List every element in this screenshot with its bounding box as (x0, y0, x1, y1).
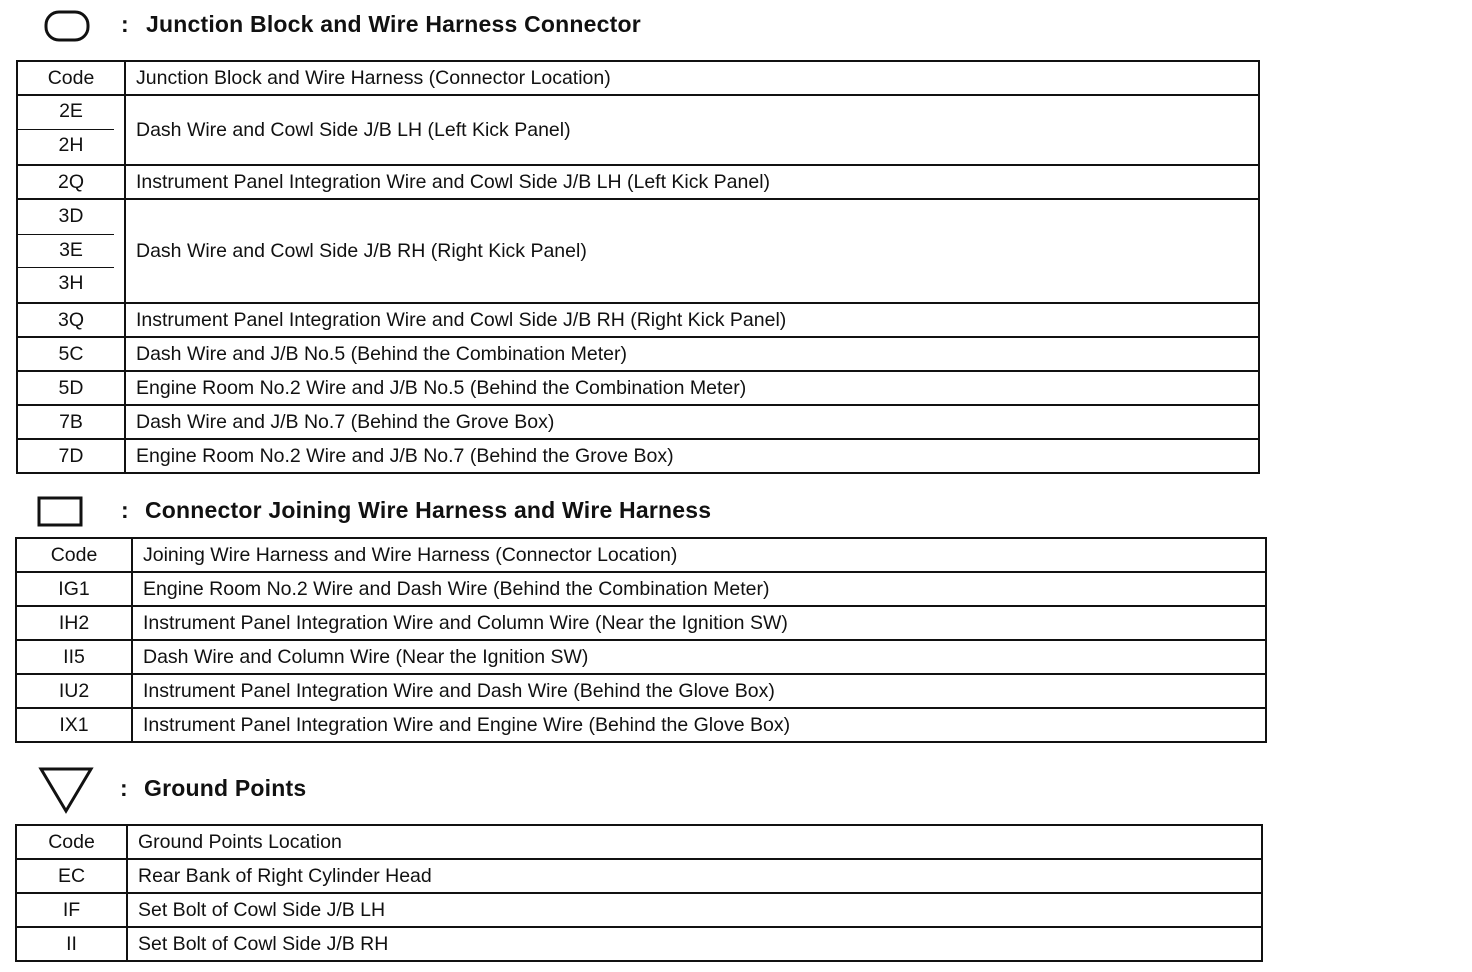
description-cell: Engine Room No.2 Wire and Dash Wire (Behind the Combination Meter) (132, 572, 1266, 606)
table-header-row (17, 61, 1259, 95)
header-code: Code (16, 538, 132, 572)
table-row (16, 893, 1262, 927)
code-cell: 5D (17, 371, 125, 405)
code-cell: 2Q (17, 165, 125, 199)
code-label: 3E (59, 239, 83, 261)
code-cell: IH2 (16, 606, 132, 640)
header-description: Junction Block and Wire Harness (Connector Location) (125, 61, 1259, 95)
section-colon: : (121, 497, 129, 523)
description-cell: Dash Wire and J/B No.5 (Behind the Combination Meter) (125, 337, 1259, 371)
table-row (16, 572, 1266, 606)
square-icon (37, 496, 83, 533)
section-colon: : (121, 11, 129, 37)
description-cell: Engine Room No.2 Wire and J/B No.5 (Behind the Combination Meter) (125, 371, 1259, 405)
code-cell: 3Q (17, 303, 125, 337)
code-cell: IF (16, 893, 127, 927)
description-cell: Dash Wire and Column Wire (Near the Ignition SW) (132, 640, 1266, 674)
code-label: 2H (58, 134, 84, 156)
header-description: Ground Points Location (127, 825, 1262, 859)
description-cell: Instrument Panel Integration Wire and Engine Wire (Behind the Glove Box) (132, 708, 1266, 742)
description-cell: Instrument Panel Integration Wire and Cowl Side J/B RH (Right Kick Panel) (125, 303, 1259, 337)
description-cell: Dash Wire and J/B No.7 (Behind the Grove Box) (125, 405, 1259, 439)
code-cell: II (16, 927, 127, 961)
description-cell: Instrument Panel Integration Wire and Column Wire (Near the Ignition SW) (132, 606, 1266, 640)
code-cell: IG1 (16, 572, 132, 606)
divider (18, 267, 114, 268)
table-row (16, 674, 1266, 708)
code-cell: 5C (17, 337, 125, 371)
code-cell: IU2 (16, 674, 132, 708)
ground-points-table (15, 824, 1263, 962)
code-cell: 7D (17, 439, 125, 473)
code-label: 2E (59, 100, 83, 122)
description-cell: Dash Wire and Cowl Side J/B LH (Left Kick Panel) (125, 95, 1259, 165)
section-title: Connector Joining Wire Harness and Wire Harness (145, 497, 712, 523)
table-row (16, 708, 1266, 742)
description-cell: Engine Room No.2 Wire and J/B No.7 (Behind the Grove Box) (125, 439, 1259, 473)
description-cell: Rear Bank of Right Cylinder Head (127, 859, 1262, 893)
section-title: Ground Points (144, 775, 307, 801)
code-cell (17, 95, 125, 165)
table-row (17, 439, 1259, 473)
table-row (17, 199, 1259, 303)
table-header-row (16, 538, 1266, 572)
code-cell: 7B (17, 405, 125, 439)
table-row (17, 371, 1259, 405)
header-description: Joining Wire Harness and Wire Harness (Connector Location) (132, 538, 1266, 572)
description-cell: Instrument Panel Integration Wire and Dash Wire (Behind the Glove Box) (132, 674, 1266, 708)
junction-block-table (16, 60, 1260, 474)
description-cell: Set Bolt of Cowl Side J/B RH (127, 927, 1262, 961)
code-cell: II5 (16, 640, 132, 674)
table-row (17, 165, 1259, 199)
section-title: Junction Block and Wire Harness Connector (146, 11, 641, 37)
table-row (17, 95, 1259, 165)
description-cell: Set Bolt of Cowl Side J/B LH (127, 893, 1262, 927)
divider (18, 234, 114, 235)
header-code: Code (17, 61, 125, 95)
connector-joining-table (15, 537, 1267, 743)
table-row (16, 927, 1262, 961)
code-label: 3D (58, 205, 84, 227)
header-code: Code (16, 825, 127, 859)
description-cell: Dash Wire and Cowl Side J/B RH (Right Kick Panel) (125, 199, 1259, 303)
rounded-rect-icon (44, 10, 90, 47)
code-cell: IX1 (16, 708, 132, 742)
table-row (16, 640, 1266, 674)
table-row (16, 859, 1262, 893)
description-cell: Instrument Panel Integration Wire and Cowl Side J/B LH (Left Kick Panel) (125, 165, 1259, 199)
code-cell (17, 199, 125, 303)
table-row (17, 303, 1259, 337)
table-row (17, 405, 1259, 439)
table-row (17, 337, 1259, 371)
code-cell: EC (16, 859, 127, 893)
table-header-row (16, 825, 1262, 859)
code-label: 3H (58, 272, 84, 294)
down-triangle-icon (38, 766, 94, 819)
divider (18, 129, 114, 130)
section-colon: : (120, 775, 128, 801)
table-row (16, 606, 1266, 640)
